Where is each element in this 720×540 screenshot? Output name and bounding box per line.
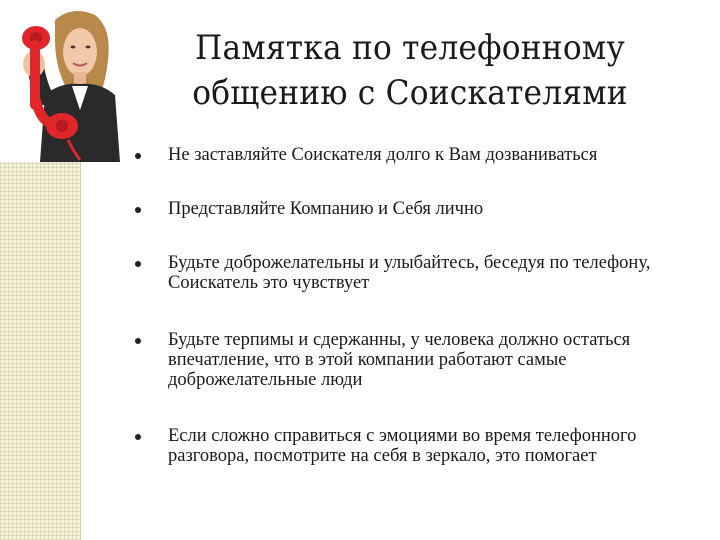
bullet-text: Представляйте Компанию и Себя лично — [168, 199, 484, 219]
bullet-text: Не заставляйте Соискателя долго к Вам дозваниваться — [168, 145, 598, 165]
bullet-dot — [135, 261, 141, 267]
woman-with-red-phone-image — [0, 0, 120, 162]
bullet-text: Будьте доброжелательны и улыбайтесь, беседуя по телефону, Соискатель это чувствует — [168, 253, 651, 293]
title-line-1: Памятка по телефонному — [195, 28, 625, 68]
bullet-dot — [135, 338, 141, 344]
bullet-dot — [135, 434, 141, 440]
title-line-2: общению с Соискателями — [192, 73, 628, 113]
slide-title — [171, 26, 649, 116]
bullet-text: Если сложно справиться с эмоциями во время телефонного разговора, посмотрите на себя в зеркало, это помогает — [168, 426, 637, 466]
bullet-dot — [135, 207, 141, 213]
bullet-dot — [135, 153, 141, 159]
bullet-text: Будьте терпимы и сдержанны, у человека должно остаться впечатление, что в этой компании работают самые доброжелательные люди — [168, 330, 631, 390]
